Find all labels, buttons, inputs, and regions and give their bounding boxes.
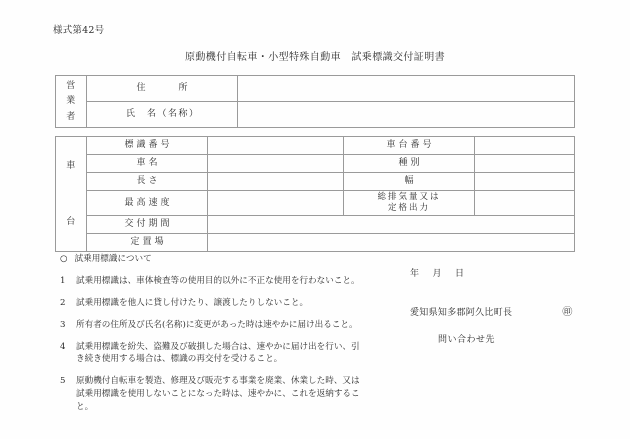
date-day-label: 日: [455, 269, 465, 279]
vehicle-vertical-label-char-1: 台: [66, 217, 76, 227]
vehicle-type-value-cell[interactable]: [475, 155, 575, 173]
storage-location-label: 定置場: [130, 237, 167, 248]
plate-number-value-cell[interactable]: [208, 137, 344, 155]
vehicle-vertical-label: [56, 137, 87, 252]
length-label-cell: [87, 173, 208, 191]
address-value-cell[interactable]: [238, 76, 575, 102]
table-row: [56, 191, 575, 216]
table-row: [56, 76, 575, 102]
note-number: 1: [60, 275, 66, 286]
displacement-label-cell: [344, 191, 475, 216]
note-text: 試乗用標識は、車体検査等の使用目的以外に不正な使用を行わないこと。: [76, 275, 360, 286]
note-number: 4: [60, 341, 66, 352]
chassis-number-label: 車台番号: [386, 140, 435, 151]
max-speed-label-cell: [87, 191, 208, 216]
max-speed-label: 最高速度: [124, 197, 173, 208]
width-label-cell: [344, 173, 475, 191]
name-label: 氏 名（名称）: [125, 109, 200, 120]
notes-heading-text: 試乗用標識について: [74, 254, 152, 264]
vehicle-type-label-cell: [344, 155, 475, 173]
address-label-cell: [87, 76, 238, 102]
vehicle-vertical-label-char-0: 車: [66, 160, 76, 171]
vehicle-type-label: 種別: [398, 158, 423, 169]
table-row: [56, 173, 575, 191]
operator-table: [55, 75, 575, 128]
list-item: [60, 375, 360, 414]
vehicle-table: [55, 136, 575, 252]
name-value-cell[interactable]: [238, 102, 575, 128]
address-label: 住 所: [136, 83, 189, 94]
displacement-label-line2: 定格出力: [387, 203, 430, 213]
notes-heading-marker: ○: [60, 254, 68, 264]
vehicle-name-label: 車名: [136, 158, 161, 169]
plate-number-label: 標識番号: [124, 140, 173, 151]
table-row: [56, 137, 575, 155]
issue-period-value-cell[interactable]: [208, 216, 575, 234]
vehicle-name-label-cell: [87, 155, 208, 173]
width-value-cell[interactable]: [475, 173, 575, 191]
note-number: 5: [60, 376, 66, 387]
displacement-value-cell[interactable]: [475, 191, 575, 216]
contact-label: 問い合わせ先: [438, 335, 496, 345]
form-number: 様式第42号: [53, 25, 105, 36]
table-row: [56, 155, 575, 173]
date-month-label: 月: [432, 269, 443, 279]
operator-vertical-label-char-2: 者: [66, 111, 76, 122]
list-item: [60, 341, 360, 367]
note-text: 試乗用標識を他人に貸し付けたり、譲渡したりしないこと。: [76, 297, 309, 308]
list-item: [60, 297, 360, 310]
table-row: [56, 234, 575, 252]
length-label: 長さ: [136, 176, 161, 187]
table-row: [56, 102, 575, 128]
length-value-cell[interactable]: [208, 173, 344, 191]
vehicle-name-value-cell[interactable]: [208, 155, 344, 173]
storage-location-value-cell[interactable]: [208, 234, 575, 252]
operator-vertical-label: [56, 76, 87, 128]
plate-number-label-cell: [87, 137, 208, 155]
name-label-cell: [87, 102, 238, 128]
note-number: 2: [60, 297, 66, 308]
displacement-label-line1: 総排気量又は: [377, 192, 441, 203]
date-year-label: 年: [410, 269, 420, 279]
operator-vertical-label-char-0: 営: [66, 80, 76, 91]
chassis-number-label-cell: [344, 137, 475, 155]
operator-vertical-label-char-1: 業: [66, 96, 76, 107]
issue-period-label: 交付期間: [124, 219, 173, 230]
document-title: 原動機付自転車・小型特殊自動車 試乗標識交付証明書: [185, 52, 445, 63]
note-text: 原動機付自転車を製造、修理及び販売する事業を廃業、休業した時、又は試乗用標識を使用しないことになった時は、速やかに、これを返納すること。: [76, 376, 360, 413]
notes-section: [60, 253, 360, 423]
max-speed-value-cell[interactable]: [208, 191, 344, 216]
date-line: [410, 266, 465, 279]
note-text: 試乗用標識を紛失、盗難及び破損した場合は、速やかに届け出を行い、引き続き使用する場合は、標識の再交付を受けること。: [76, 341, 360, 365]
list-item: [60, 275, 360, 288]
issuing-authority: [410, 303, 572, 318]
list-item: [60, 319, 360, 332]
issuing-authority-name: 愛知県知多郡阿久比町長: [410, 308, 513, 318]
table-row: [56, 216, 575, 234]
chassis-number-value-cell[interactable]: [475, 137, 575, 155]
issue-period-label-cell: [87, 216, 208, 234]
note-text: 所有者の住所及び氏名(名称)に変更があった時は速やかに届け出ること。: [76, 319, 358, 330]
width-label: 幅: [404, 176, 417, 187]
notes-heading: [60, 253, 360, 266]
storage-location-label-cell: [87, 234, 208, 252]
seal-icon: ㊞: [562, 307, 573, 318]
note-number: 3: [60, 319, 66, 330]
